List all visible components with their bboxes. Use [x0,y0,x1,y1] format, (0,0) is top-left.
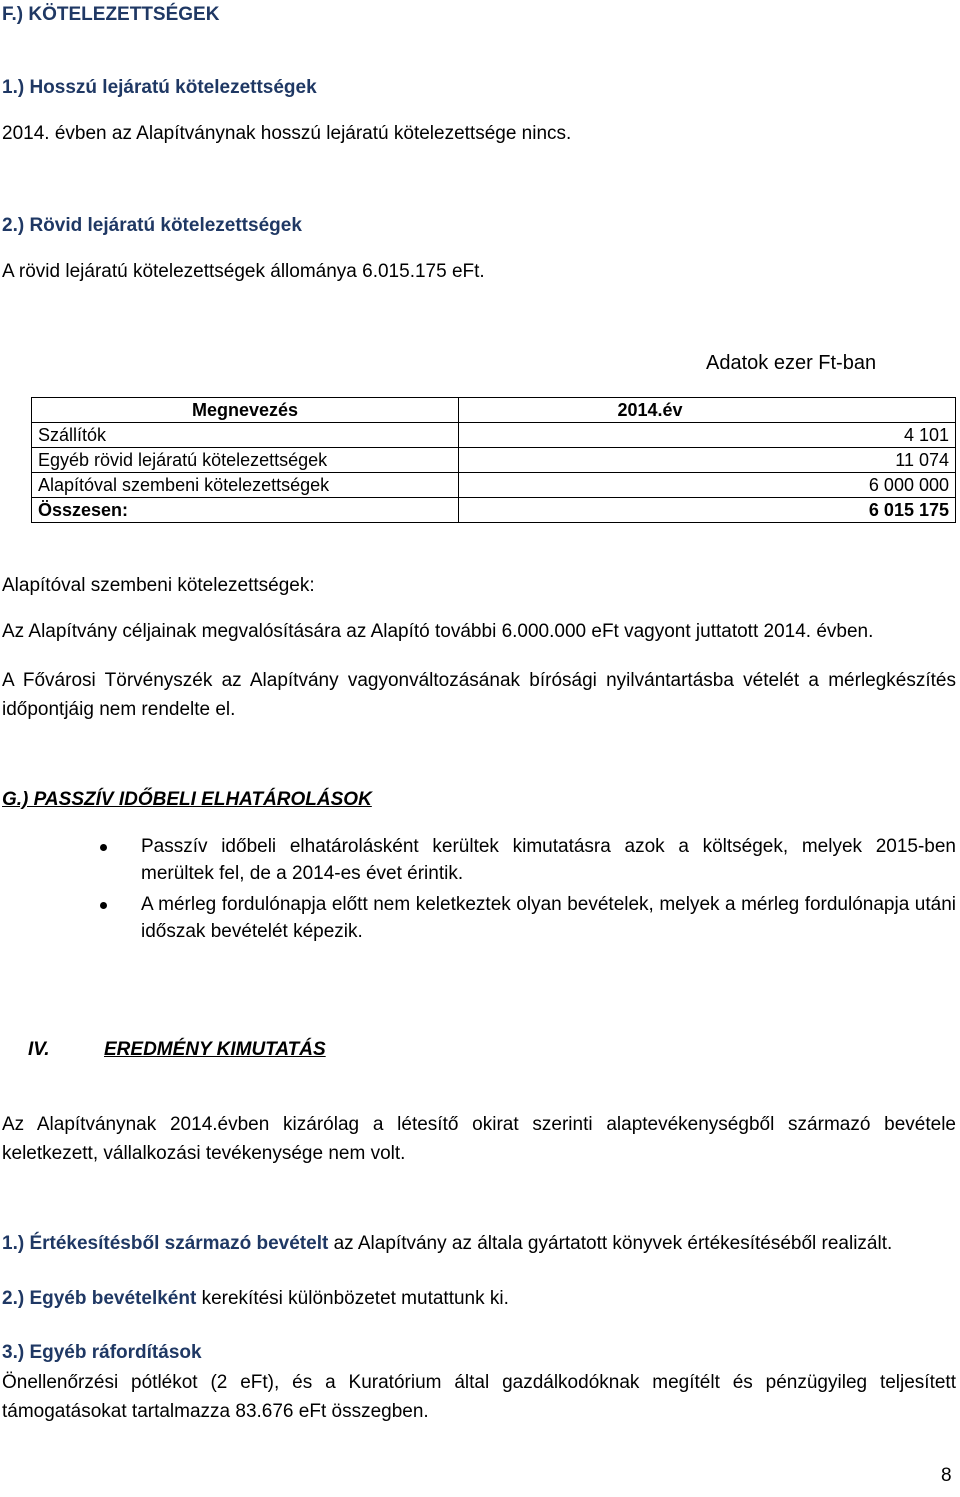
table-row [32,473,956,498]
subsection-1-title: 1.) Hosszú lejáratú kötelezettségek [2,77,317,98]
subsection-2-title: 2.) Rövid lejáratú kötelezettségek [2,215,302,236]
header-name: Megnevezés [32,398,459,423]
section-iv-number: IV. [28,1039,50,1060]
table-header-row [32,398,956,423]
row-value: 6 000 000 [459,473,956,498]
liabilities-table [31,397,956,523]
founder-text-2: A Fővárosi Törvényszék az Alapítvány vagyonváltozásának bírósági nyilvántartásba vételét a mérlegkészítés időpontjáig nem rendelte el. [2,670,956,720]
table-row [32,448,956,473]
paragraph-3-text: Önellenőrzési pótlékot (2 eFt), és a Kuratórium által gazdálkodóknak megítélt és pénzügyileg teljesített támogatásokat tartalmazza 83.676 eFt összegben. [2,1372,956,1422]
table-row [32,423,956,448]
section-iv-title: EREDMÉNY KIMUTATÁS [104,1039,326,1060]
section-f-title: F.) KÖTELEZETTSÉGEK [2,4,220,25]
paragraph-1 [2,1233,892,1255]
list-item-text: Passzív időbeli elhatárolásként kerültek kimutatásra azok a költségek, melyek 2015-ben merültek fel, de a 2014-es évet érintik. [141,836,956,884]
paragraph-3-title: 3.) Egyéb ráfordítások [2,1342,202,1363]
row-name: Szállítók [32,423,459,448]
paragraph-2-bold: 2.) Egyéb bevételként [2,1288,197,1309]
row-value: 11 074 [459,448,956,473]
paragraph-1-text: az Alapítvány az általa gyártatott könyvek értékesítéséből realizált. [328,1233,893,1254]
paragraph-1-bold: 1.) Értékesítésből származó bevételt [2,1233,329,1254]
founder-text-1: Az Alapítvány céljainak megvalósítására az Alapító további 6.000.000 eFt vagyont juttatott 2014. évben. [2,621,874,642]
header-year: 2014.év [459,398,956,423]
row-name: Egyéb rövid lejáratú kötelezettségek [32,448,459,473]
section-iv-intro: Az Alapítványnak 2014.évben kizárólag a létesítő okirat szerinti alaptevékenységből származó bevétele keletkezett, vállalkozási tevékenysége nem volt. [2,1114,956,1164]
row-name: Alapítóval szembeni kötelezettségek [32,473,459,498]
total-value: 6 015 175 [459,498,956,523]
page-number: 8 [941,1465,952,1486]
paragraph-2-text: kerekítési különbözetet mutattunk ki. [196,1288,509,1309]
subsection-2-text: A rövid lejáratú kötelezettségek állománya 6.015.175 eFt. [2,261,485,282]
founder-heading: Alapítóval szembeni kötelezettségek: [2,575,315,596]
subsection-1-text: 2014. évben az Alapítványnak hosszú lejáratú kötelezettsége nincs. [2,123,572,144]
paragraph-2 [2,1288,509,1310]
unit-note: Adatok ezer Ft-ban [706,352,877,374]
bullet-icon [100,902,107,909]
list-item [100,833,956,887]
table-total-row [32,498,956,523]
list-item-text: A mérleg fordulónapja előtt nem keletkeztek olyan bevételek, melyek a mérleg fordulónapja utáni időszak bevételét képezik. [141,894,956,942]
row-value: 4 101 [459,423,956,448]
bullet-icon [100,844,107,851]
section-g-bullets [100,833,956,949]
section-g-title: G.) PASSZÍV IDŐBELI ELHATÁROLÁSOK [2,789,372,810]
total-label: Összesen: [32,498,459,523]
list-item [100,891,956,945]
